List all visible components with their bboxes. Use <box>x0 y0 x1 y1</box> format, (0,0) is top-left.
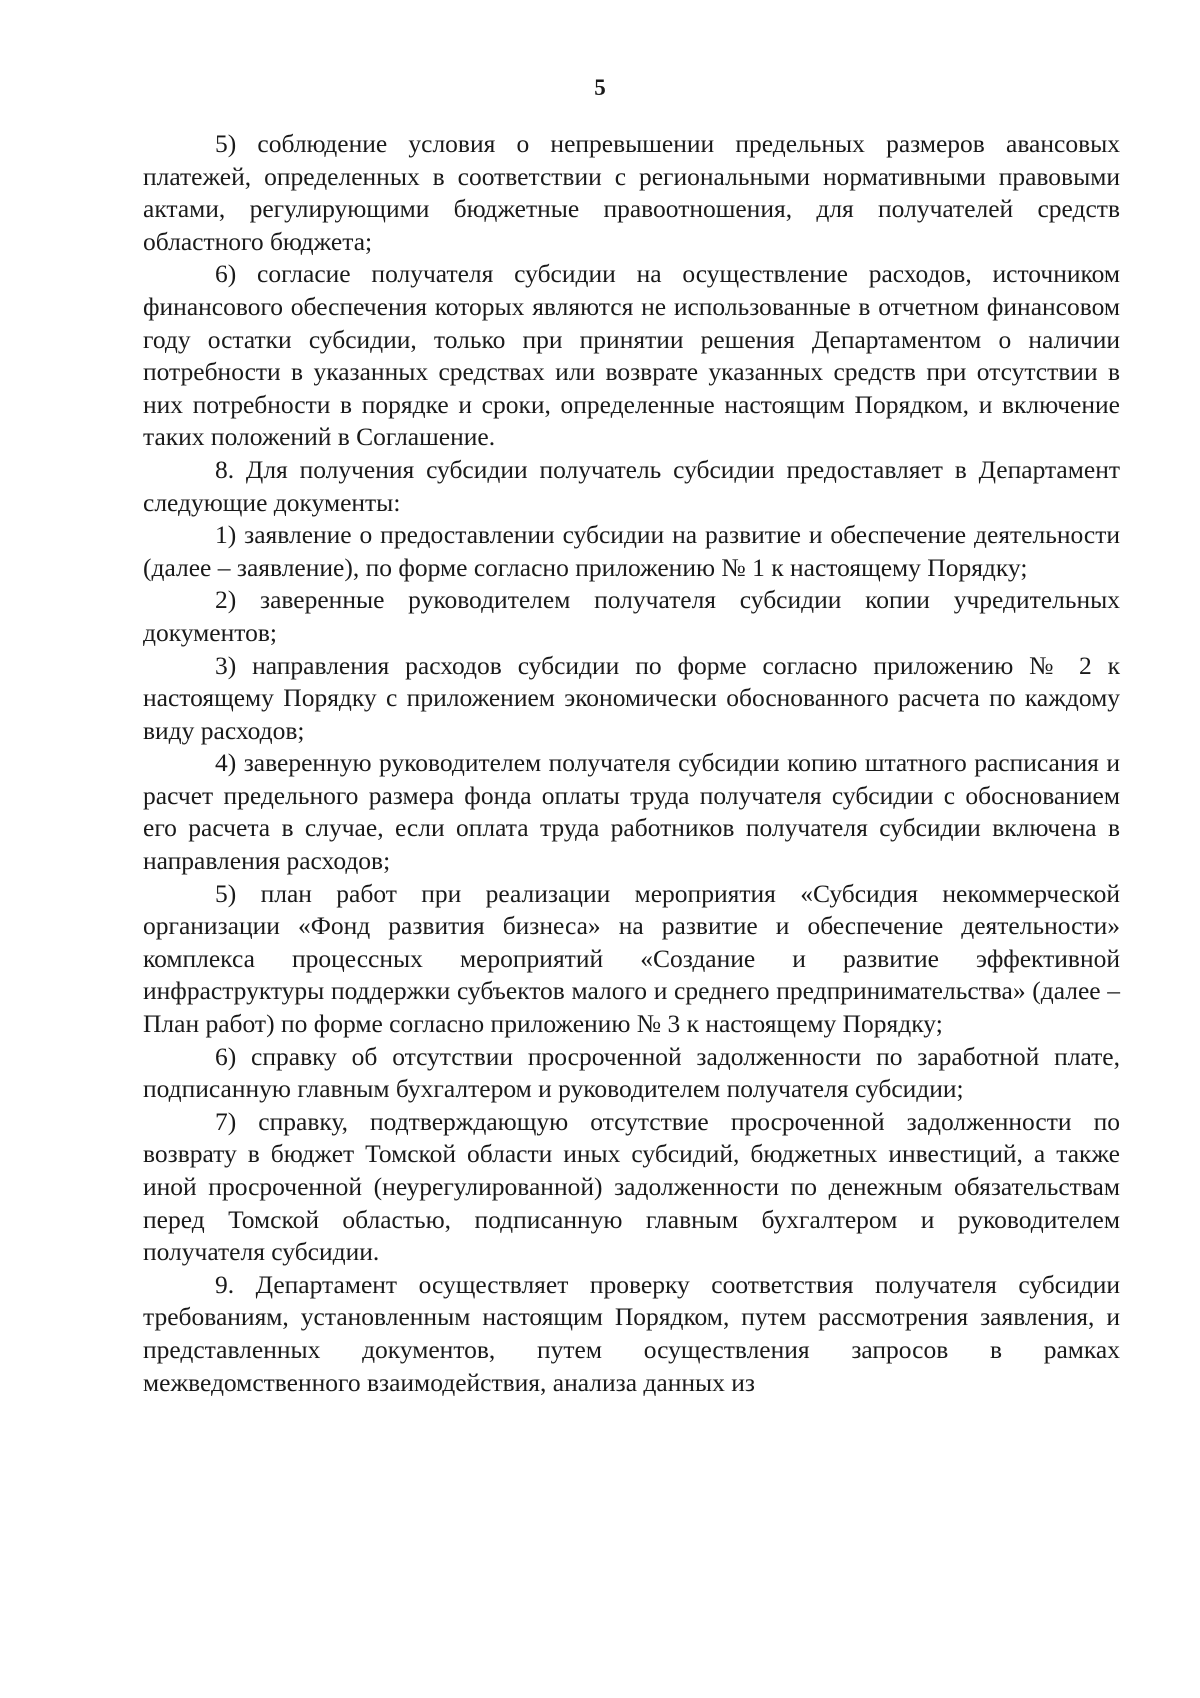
paragraph-doc-5-work-plan: 5) план работ при реализации мероприятия «Субсидия некоммерческой организации «Фонд развития бизнеса» на развитие и обеспечение деятельности» комплекса процессных мероприятий «Создание и развитие эффективной инфраструктуры поддержки субъектов малого и среднего предпринимательства» (далее – План работ) по форме согласно приложению № 3 к настоящему Порядку; <box>143 878 1120 1039</box>
paragraph-doc-6-salary-debt: 6) справку об отсутствии просроченной задолженности по заработной плате, подписанную главным бухгалтером и руководителем получателя субсидии; <box>143 1041 1120 1104</box>
paragraph-doc-2-founding-documents: 2) заверенные руководителем получателя субсидии копии учредительных документов; <box>143 585 1120 647</box>
paragraph-doc-7-budget-debt: 7) справку, подтверждающую отсутствие просроченной задолженности по возврату в бюджет Томской области иных субсидий, бюджетных инвестиций, а также иной просроченной (неурегулированной) задолженности по денежным обязательствам перед Томской областью, подписанную главным бухгалтером и руководителем получателя субсидии. <box>143 1106 1120 1267</box>
paragraph-item-6-consent: 6) согласие получателя субсидии на осуществление расходов, источником финансового обеспечения которых являются не использованные в отчетном финансовом году остатки субсидии, только при принятии решения Департаментом о наличии потребности в указанных средствах или возврате указанных средств при отсутствии в них потребности в порядке и сроки, определенные настоящим Порядком, и включение таких положений в Соглашение. <box>143 259 1120 452</box>
paragraph-section-9: 9. Департамент осуществляет проверку соответствия получателя субсидии требованиям, установленным настоящим Порядком, путем рассмотрения заявления, и представленных документов, путем осуществления запросов в рамках межведомственного взаимодействия, анализа данных из <box>143 1269 1120 1397</box>
paragraph-doc-3-expense-directions: 3) направления расходов субсидии по форме согласно приложению № 2 к настоящему Порядку с приложением экономически обоснованного расчета по каждому виду расходов; <box>143 650 1120 745</box>
paragraph-doc-4-staff-schedule: 4) заверенную руководителем получателя субсидии копию штатного расписания и расчет предельного размера фонда оплаты труда получателя субсидии с обоснованием его расчета в случае, если оплата труда работников получателя субсидии включена в направления расходов; <box>143 748 1120 876</box>
page-number: 5 <box>594 75 606 100</box>
paragraph-doc-1-application: 1) заявление о предоставлении субсидии на развитие и обеспечение деятельности (далее – заявление), по форме согласно приложению № 1 к настоящему Порядку; <box>143 520 1120 582</box>
paragraph-section-8: 8. Для получения субсидии получатель субсидии предоставляет в Департамент следующие документы: <box>143 454 1120 517</box>
paragraph-item-5-advance-payments: 5) соблюдение условия о непревышении предельных размеров авансовых платежей, определенных в соответствии с региональными нормативными правовыми актами, регулирующими бюджетные правоотношения, для получателей средств областного бюджета; <box>143 129 1120 256</box>
document-body <box>143 128 1120 1399</box>
